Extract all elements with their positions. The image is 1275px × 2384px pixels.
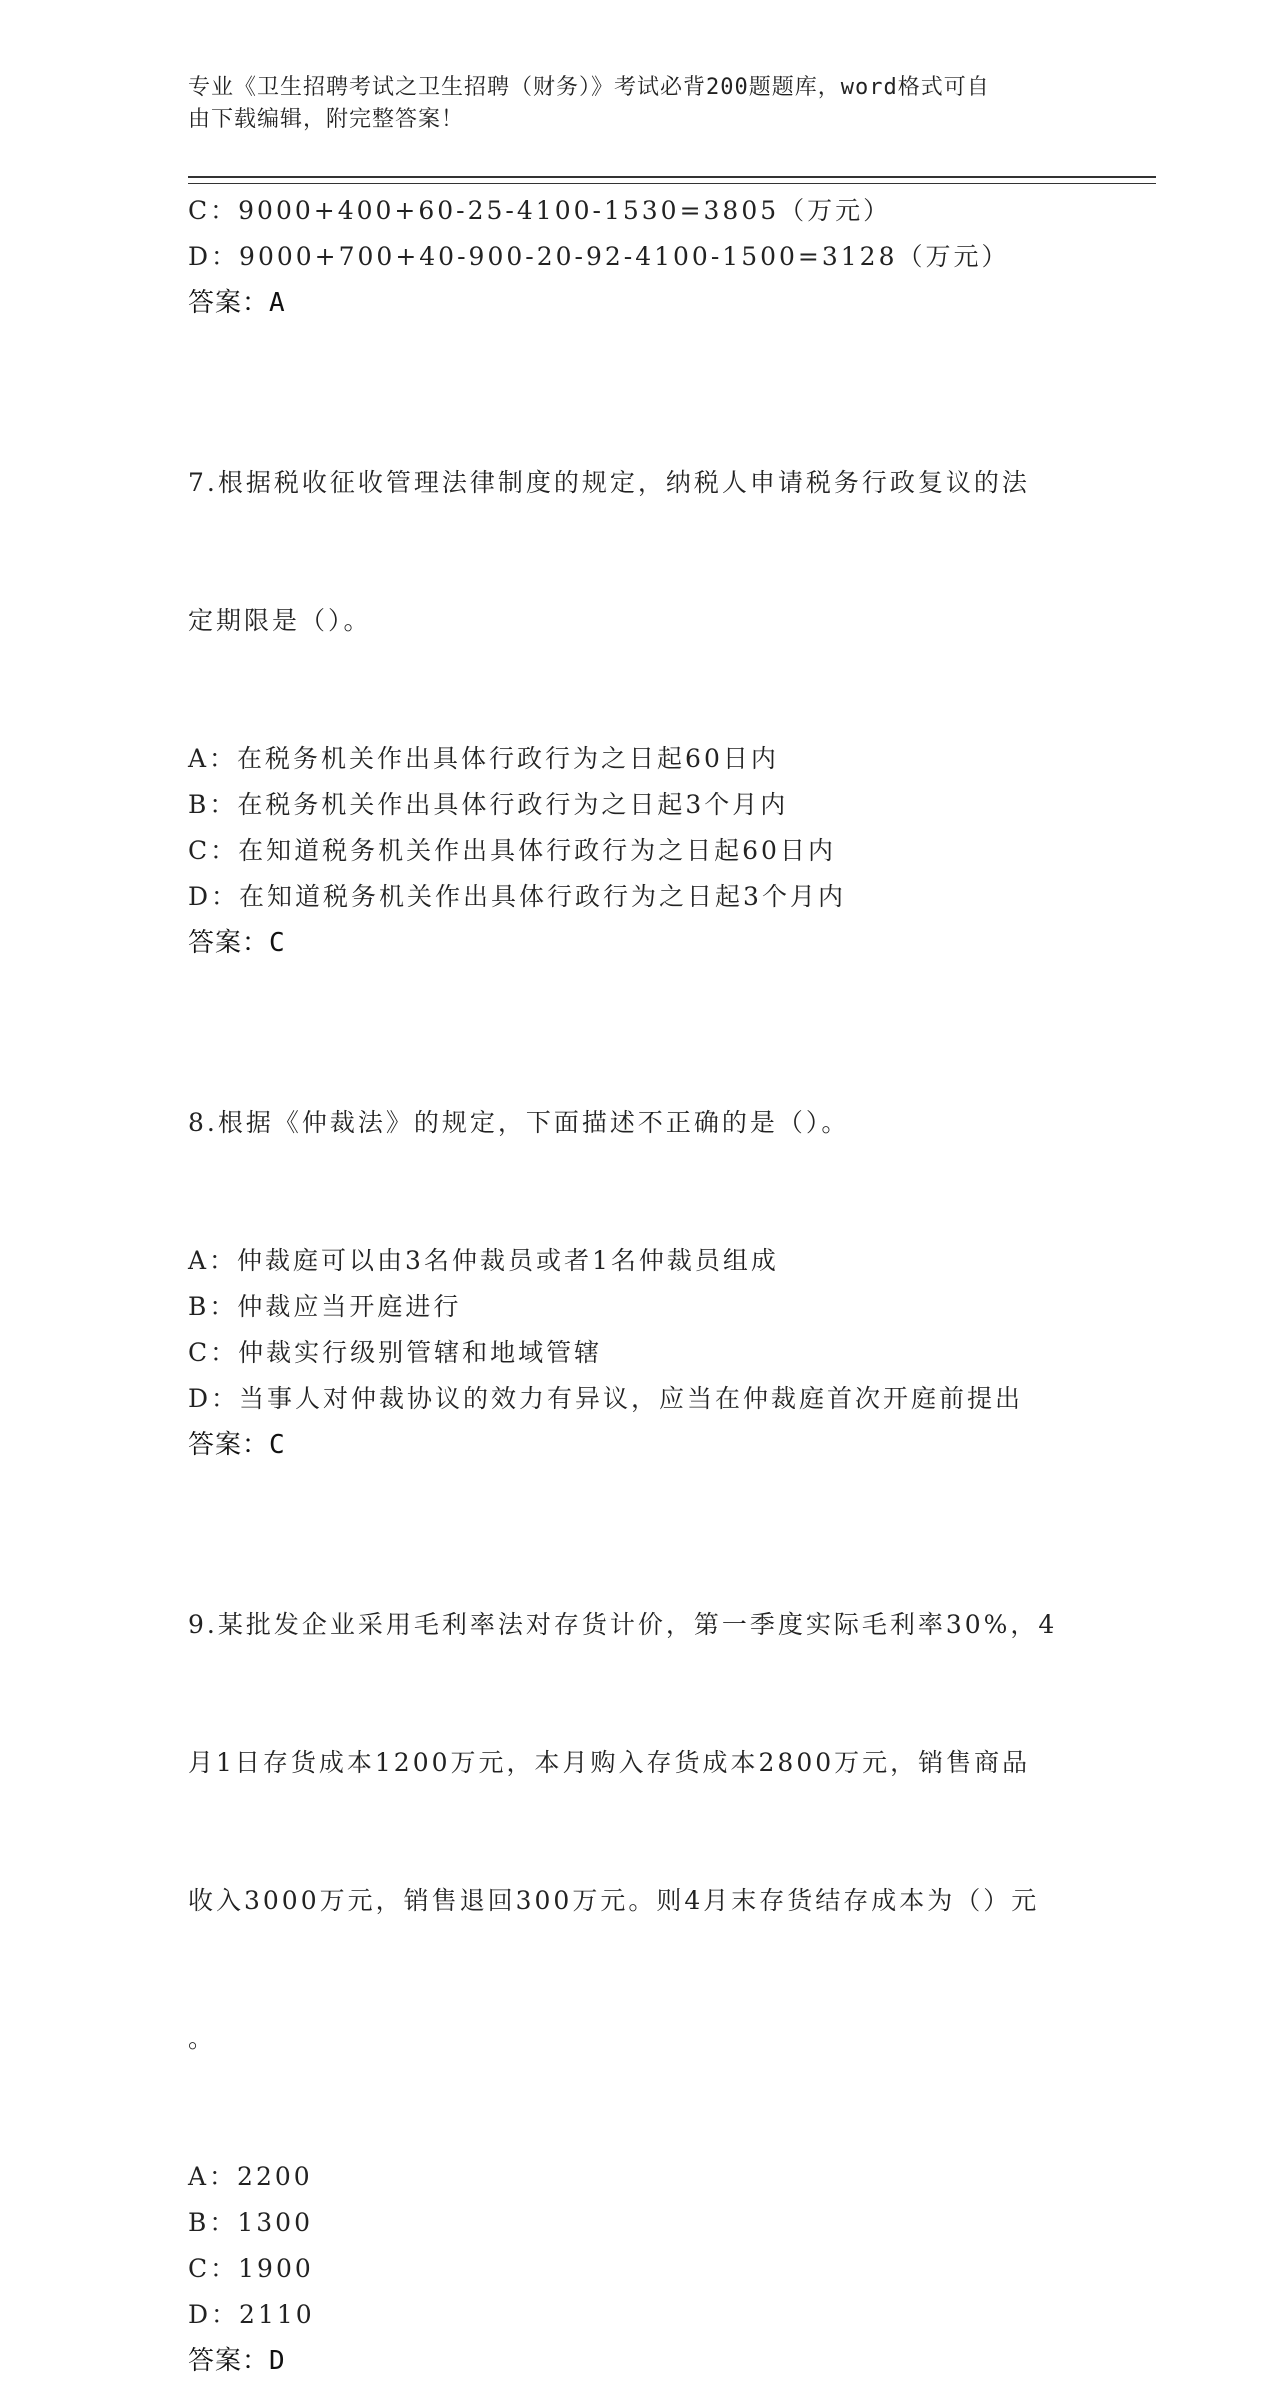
answer-value: A: [269, 288, 286, 318]
option-a: A：2200: [188, 2162, 313, 2191]
header-divider-thick: [188, 176, 1156, 178]
option-d: D：2110: [188, 2300, 315, 2329]
header-divider-thin: [188, 183, 1156, 184]
question-stem-line: 收入3000万元，销售退回300万元。则4月末存货结存成本为（）元: [188, 1886, 1040, 1915]
option-c: C：在知道税务机关作出具体行政行为之日起60日内: [188, 836, 836, 865]
question-stem-line: 9.某批发企业采用毛利率法对存货计价，第一季度实际毛利率30%，4: [188, 1610, 1058, 1639]
answer-value: D: [269, 2346, 286, 2376]
answer-line: [188, 920, 1088, 966]
option-d: D：当事人对仲裁协议的效力有异议，应当在仲裁庭首次开庭前提出: [188, 1384, 1024, 1413]
option-c: C：1900: [188, 2254, 314, 2283]
option-b: B：仲裁应当开庭进行: [188, 1292, 462, 1321]
answer-value: C: [269, 1430, 286, 1460]
option-b: B：在税务机关作出具体行政行为之日起3个月内: [188, 790, 789, 819]
answer-label: 答案：: [188, 1430, 270, 1460]
question-stem-line: 定期限是（）。: [188, 606, 372, 635]
answer-value: C: [269, 928, 286, 958]
option-c: C：9000+400+60-25-4100-1530=3805（万元）: [188, 196, 892, 225]
question-6-tail: [188, 188, 1088, 326]
spacer: [188, 326, 1088, 368]
document-header: [188, 72, 1068, 136]
question-stem-line: 7.根据税收征收管理法律制度的规定，纳税人申请税务行政复议的法: [188, 468, 1030, 497]
question-8: [188, 1008, 1088, 1468]
option-d: D：9000+700+40-900-20-92-4100-1500=3128（万元）: [188, 242, 1010, 271]
question-stem: [188, 1510, 1068, 2154]
option-a: A：在税务机关作出具体行政行为之日起60日内: [188, 744, 779, 773]
header-title-line-2: 由下载编辑，附完整答案！: [188, 107, 465, 132]
question-stem-line: 。: [188, 2024, 217, 2053]
option-d: D：在知道税务机关作出具体行政行为之日起3个月内: [188, 882, 846, 911]
spacer: [188, 1468, 1088, 1510]
answer-label: 答案：: [188, 928, 270, 958]
answer-line: [188, 280, 1088, 326]
answer-label: 答案：: [188, 2346, 270, 2376]
spacer: [188, 966, 1088, 1008]
answer-line: [188, 2338, 1088, 2384]
question-stem: [188, 1008, 1068, 1238]
answer-line: [188, 1422, 1088, 1468]
question-7: [188, 368, 1088, 966]
question-list: [188, 188, 1088, 2384]
option-a: A：仲裁庭可以由3名仲裁员或者1名仲裁员组成: [188, 1246, 779, 1275]
question-9: [188, 1510, 1088, 2384]
answer-label: 答案：: [188, 288, 270, 318]
question-stem-line: 8.根据《仲裁法》的规定，下面描述不正确的是（）。: [188, 1108, 850, 1137]
question-stem: [188, 368, 1068, 736]
header-title-line-1: 专业《卫生招聘考试之卫生招聘（财务）》考试必背200题题库，word格式可自: [188, 75, 990, 100]
option-c: C：仲裁实行级别管辖和地域管辖: [188, 1338, 603, 1367]
option-b: B：1300: [188, 2208, 313, 2237]
question-stem-line: 月1日存货成本1200万元，本月购入存货成本2800万元，销售商品: [188, 1748, 1031, 1777]
